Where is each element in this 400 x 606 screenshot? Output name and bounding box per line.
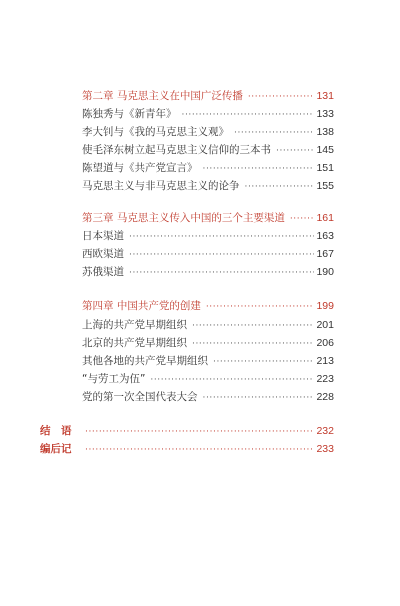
toc-afterword[interactable]: [40, 440, 334, 458]
entry-title: 马克思主义与非马克思主义的论争: [82, 180, 240, 192]
leader-dots: [287, 210, 315, 227]
entry-title: 陈独秀与《新青年》: [82, 108, 177, 120]
leader-dots: [189, 335, 314, 352]
entry-title: 李大钊与《我的马克思主义观》: [82, 126, 229, 138]
page-number: 145: [316, 144, 334, 156]
entry-title: 党的第一次全国代表大会: [82, 391, 198, 403]
page-number: 201: [316, 319, 334, 331]
entry-title: 西欧渠道: [82, 248, 124, 260]
leader-dots: [189, 317, 314, 334]
toc-entry[interactable]: [82, 123, 334, 141]
toc-entry[interactable]: [82, 263, 334, 281]
leader-dots: [245, 88, 315, 105]
chapter-title: 第三章 马克思主义传入中国的三个主要渠道: [82, 212, 285, 224]
toc-entry[interactable]: [82, 141, 334, 159]
page-number: 161: [316, 212, 334, 224]
page-number: 133: [316, 108, 334, 120]
toc-entry[interactable]: [82, 177, 334, 195]
end-matter-title: 编后记: [40, 443, 72, 455]
leader-dots: [200, 160, 315, 177]
leader-dots: [82, 441, 314, 458]
leader-dots: [126, 264, 314, 281]
leader-dots: [147, 371, 314, 388]
leader-dots: [82, 423, 314, 440]
leader-dots: [273, 142, 314, 159]
toc-entry[interactable]: [82, 370, 334, 388]
page-number: 232: [316, 425, 334, 437]
toc-entry[interactable]: [82, 334, 334, 352]
page-number: 163: [316, 230, 334, 242]
entry-title: 使毛泽东树立起马克思主义信仰的三本书: [82, 144, 271, 156]
toc-entry[interactable]: [82, 316, 334, 334]
leader-dots: [126, 246, 314, 263]
entry-title: 上海的共产党早期组织: [82, 319, 187, 331]
leader-dots: [203, 298, 315, 315]
entry-title: 其他各地的共产党早期组织: [82, 355, 208, 367]
toc-entry[interactable]: [82, 388, 334, 406]
leader-dots: [231, 124, 314, 141]
page-number: 190: [316, 266, 334, 278]
toc-entry[interactable]: [82, 159, 334, 177]
page-number: 206: [316, 337, 334, 349]
leader-dots: [179, 106, 315, 123]
leader-dots: [126, 228, 314, 245]
chapter-title: 第二章 马克思主义在中国广泛传播: [82, 90, 243, 102]
page-number: 213: [316, 355, 334, 367]
entry-title: 日本渠道: [82, 230, 124, 242]
toc-chapter-2[interactable]: [82, 87, 334, 105]
page-number: 228: [316, 391, 334, 403]
page-number: 131: [316, 90, 334, 102]
toc-entry[interactable]: [82, 352, 334, 370]
leader-dots: [210, 353, 314, 370]
toc-conclusion[interactable]: [40, 422, 334, 440]
leader-dots: [200, 389, 315, 406]
toc-entry[interactable]: [82, 105, 334, 123]
toc-chapter-4[interactable]: [82, 297, 334, 315]
page-number: 233: [316, 443, 334, 455]
toc-chapter-3[interactable]: [82, 209, 334, 227]
page-number: 223: [316, 373, 334, 385]
page-number: 199: [316, 300, 334, 312]
page-number: 138: [316, 126, 334, 138]
toc-entry[interactable]: [82, 245, 334, 263]
page-number: 155: [316, 180, 334, 192]
leader-dots: [242, 178, 315, 195]
entry-title: 陈望道与《共产党宣言》: [82, 162, 198, 174]
page-number: 151: [316, 162, 334, 174]
entry-title: 北京的共产党早期组织: [82, 337, 187, 349]
chapter-title: 第四章 中国共产党的创建: [82, 300, 201, 312]
entry-title: “与劳工为伍”: [82, 373, 146, 385]
end-matter-title: 结 语: [40, 425, 72, 437]
toc-entry[interactable]: [82, 227, 334, 245]
page-number: 167: [316, 248, 334, 260]
entry-title: 苏俄渠道: [82, 266, 124, 278]
